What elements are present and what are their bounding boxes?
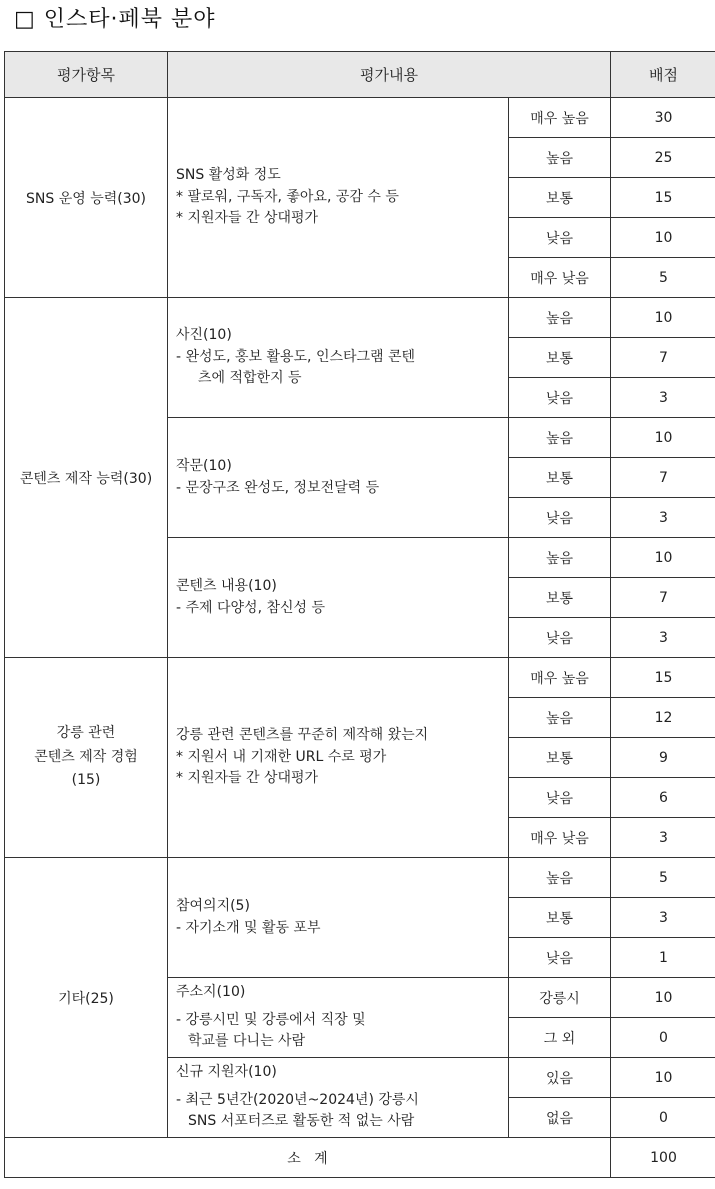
grade-cell: 보통	[509, 178, 611, 218]
score-cell: 1	[611, 938, 715, 978]
header-row	[5, 52, 715, 98]
grade-cell: 보통	[509, 338, 611, 378]
grade-cell: 매우 낮음	[509, 818, 611, 858]
score-cell: 15	[611, 658, 715, 698]
criteria-line: 학교를 다니는 사람	[188, 1033, 306, 1050]
score-cell: 30	[611, 98, 715, 138]
grade-cell: 매우 높음	[509, 658, 611, 698]
score-cell: 3	[611, 378, 715, 418]
evaluation-table	[4, 51, 715, 1178]
category-line: 강릉 관련	[56, 724, 116, 741]
score-cell: 5	[611, 858, 715, 898]
category-sns: SNS 운영 능력(30)	[5, 98, 168, 298]
header-score: 배점	[611, 52, 715, 98]
criteria-line: SNS 활성화 정도	[176, 166, 281, 183]
category-line: 콘텐츠 제작 경험	[34, 748, 138, 765]
grade-cell: 낮음	[509, 498, 611, 538]
grade-cell: 매우 낮음	[509, 258, 611, 298]
criteria-topic	[168, 538, 509, 658]
score-cell: 7	[611, 338, 715, 378]
criteria-line: 강릉 관련 콘텐츠를 꾸준히 제작해 왔는지	[176, 726, 429, 743]
criteria-line: 신규 지원자(10)	[176, 1063, 277, 1080]
grade-cell: 낮음	[509, 618, 611, 658]
criteria-line: * 지원자들 간 상대평가	[176, 210, 319, 227]
grade-cell: 보통	[509, 578, 611, 618]
criteria-line: SNS 서포터즈로 활동한 적 없는 사람	[188, 1113, 415, 1130]
grade-cell: 높음	[509, 138, 611, 178]
score-cell: 10	[611, 218, 715, 258]
score-cell: 9	[611, 738, 715, 778]
grade-cell: 있음	[509, 1058, 611, 1098]
header-content: 평가내용	[168, 52, 611, 98]
score-cell: 3	[611, 498, 715, 538]
criteria-line: - 주제 다양성, 참신성 등	[176, 599, 326, 616]
score-cell: 7	[611, 578, 715, 618]
score-cell: 10	[611, 1058, 715, 1098]
grade-cell: 낮음	[509, 938, 611, 978]
score-cell: 5	[611, 258, 715, 298]
score-cell: 10	[611, 298, 715, 338]
header-item: 평가항목	[5, 52, 168, 98]
criteria-line: 츠에 적합한지 등	[198, 370, 302, 387]
grade-cell: 높음	[509, 858, 611, 898]
criteria-line: 콘텐츠 내용(10)	[176, 577, 277, 594]
criteria-line: * 지원서 내 기재한 URL 수로 평가	[176, 748, 387, 765]
score-cell: 7	[611, 458, 715, 498]
category-gangneung	[5, 658, 168, 858]
criteria-line: - 강릉시민 및 강릉에서 직장 및	[176, 1011, 366, 1028]
score-cell: 12	[611, 698, 715, 738]
total-label: 소 계	[5, 1138, 611, 1178]
criteria-line: - 자기소개 및 활동 포부	[176, 919, 321, 936]
grade-cell: 보통	[509, 898, 611, 938]
criteria-gangneung	[168, 658, 509, 858]
grade-cell: 높음	[509, 418, 611, 458]
criteria-newcomer	[168, 1058, 509, 1138]
category-line: (15)	[71, 772, 101, 789]
score-cell: 0	[611, 1018, 715, 1058]
criteria-line: - 완성도, 홍보 활용도, 인스타그램 콘텐	[176, 348, 416, 365]
grade-cell: 강릉시	[509, 978, 611, 1018]
category-etc: 기타(25)	[5, 858, 168, 1138]
score-cell: 3	[611, 898, 715, 938]
criteria-photo	[168, 298, 509, 418]
score-cell: 10	[611, 418, 715, 458]
table-row	[5, 658, 715, 698]
table-row	[5, 98, 715, 138]
criteria-line: 주소지(10)	[176, 983, 246, 1000]
grade-cell: 그 외	[509, 1018, 611, 1058]
grade-cell: 높음	[509, 538, 611, 578]
criteria-line: - 문장구조 완성도, 정보전달력 등	[176, 479, 380, 496]
criteria-line: - 최근 5년간(2020년~2024년) 강릉시	[176, 1091, 419, 1108]
criteria-line: * 지원자들 간 상대평가	[176, 770, 319, 787]
total-score: 100	[611, 1138, 715, 1178]
total-row	[5, 1138, 715, 1178]
grade-cell: 높음	[509, 298, 611, 338]
score-cell: 3	[611, 618, 715, 658]
grade-cell: 보통	[509, 458, 611, 498]
criteria-line: 작문(10)	[176, 457, 232, 474]
grade-cell: 없음	[509, 1098, 611, 1138]
grade-cell: 보통	[509, 738, 611, 778]
criteria-line: 참여의지(5)	[176, 897, 250, 914]
criteria-residence	[168, 978, 509, 1058]
criteria-writing	[168, 418, 509, 538]
criteria-line: 사진(10)	[176, 326, 232, 343]
table-row	[5, 858, 715, 898]
category-content: 콘텐츠 제작 능력(30)	[5, 298, 168, 658]
score-cell: 15	[611, 178, 715, 218]
criteria-will	[168, 858, 509, 978]
score-cell: 0	[611, 1098, 715, 1138]
criteria-line: * 팔로워, 구독자, 좋아요, 공감 수 등	[176, 188, 399, 205]
score-cell: 25	[611, 138, 715, 178]
grade-cell: 낮음	[509, 218, 611, 258]
score-cell: 10	[611, 978, 715, 1018]
grade-cell: 낮음	[509, 378, 611, 418]
score-cell: 10	[611, 538, 715, 578]
page-title: □ 인스타·페북 분야	[14, 7, 216, 32]
grade-cell: 매우 높음	[509, 98, 611, 138]
score-cell: 3	[611, 818, 715, 858]
criteria-sns	[168, 98, 509, 298]
grade-cell: 높음	[509, 698, 611, 738]
score-cell: 6	[611, 778, 715, 818]
table-row	[5, 298, 715, 338]
grade-cell: 낮음	[509, 778, 611, 818]
